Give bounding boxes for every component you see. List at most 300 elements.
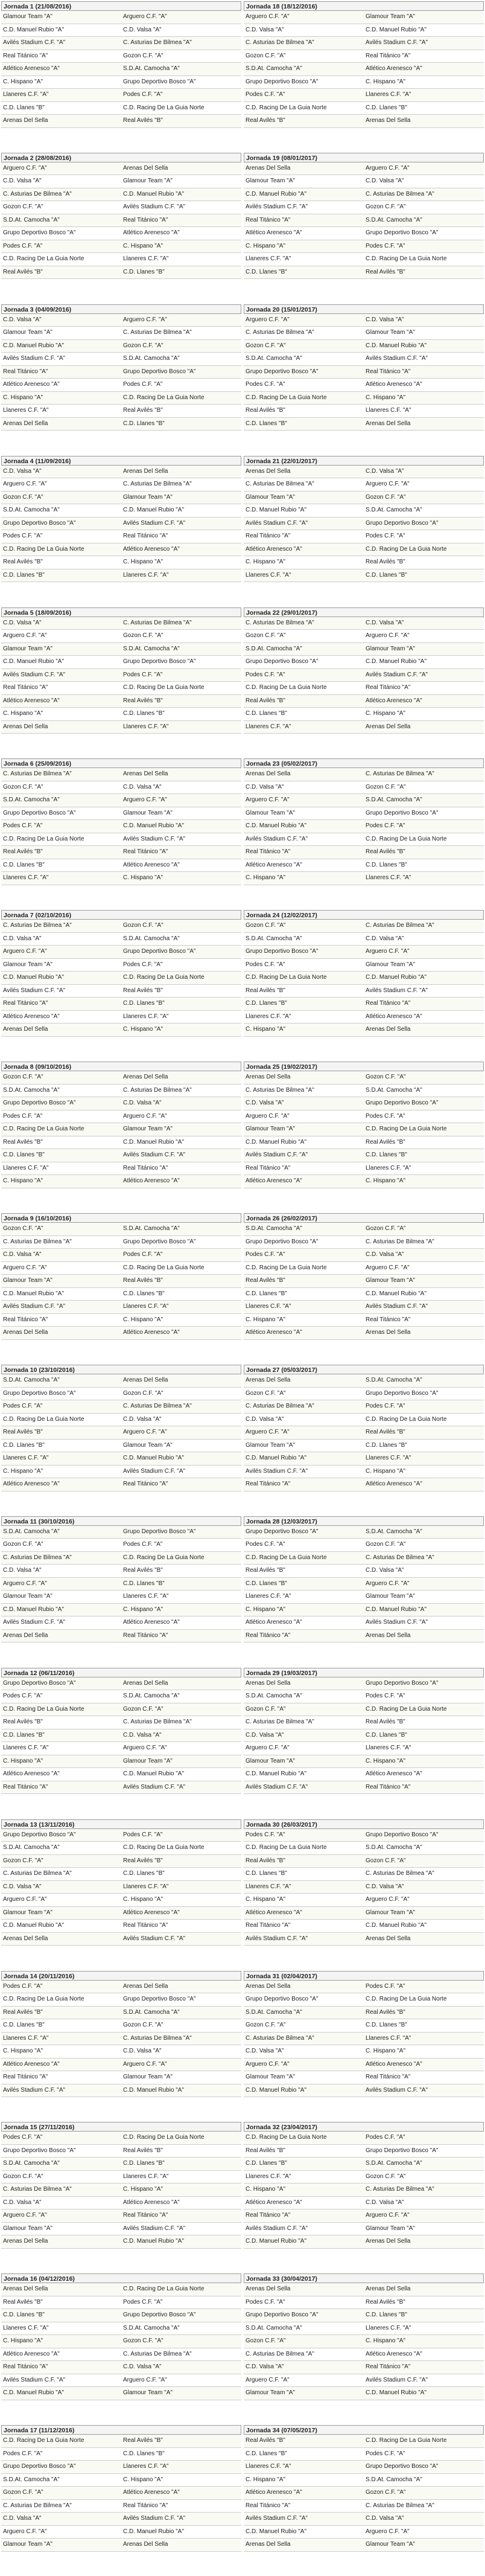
match-list — [244, 2132, 484, 2249]
match-row — [244, 794, 484, 807]
home-team: C. Hispano "A" — [246, 1026, 286, 1033]
away-team: Real Avilés "B" — [123, 1277, 163, 1284]
jornada-block — [242, 455, 485, 606]
home-team: Real Titánico "A" — [246, 533, 291, 540]
match-row — [244, 985, 484, 998]
match-row — [244, 1288, 484, 1301]
match-row — [244, 1881, 484, 1894]
match-list — [244, 1071, 484, 1188]
match-row — [1, 1703, 241, 1717]
away-team: Podes C.F. "A" — [366, 1982, 405, 1990]
home-team: Gozon C.F. "A" — [3, 2489, 43, 2496]
home-team: Podes C.F. "A" — [246, 961, 285, 968]
away-team: C. Asturias De Bilmea "A" — [123, 1403, 192, 1410]
match-row — [1, 24, 241, 37]
match-row — [1, 972, 241, 985]
jornada-block — [242, 1212, 485, 1363]
home-team: Grupo Deportivo Bosco "A" — [3, 229, 76, 237]
home-team: Llaneres C.F. "A" — [246, 571, 291, 578]
jornada-block — [0, 152, 242, 303]
match-row — [1, 630, 241, 643]
match-row — [244, 859, 484, 873]
match-row — [1, 820, 241, 833]
home-team: Real Titánico "A" — [3, 1783, 48, 1790]
away-team: C.D. Racing De La Guia Norte — [366, 545, 447, 553]
home-team: Arguero C.F. "A" — [3, 481, 47, 488]
away-team: C.D. Valsa "A" — [366, 1251, 404, 1258]
jornada-title: Jornada 8 (09/10/2016) — [1, 1062, 241, 1071]
match-row — [244, 2071, 484, 2084]
match-row — [1, 405, 241, 418]
home-team: Grupo Deportivo Bosco "A" — [3, 1679, 76, 1687]
home-team: S.D.At. Camocha "A" — [246, 355, 302, 362]
away-team: Avilés Stadium C.F. "A" — [366, 671, 428, 678]
match-row — [244, 1993, 484, 2007]
away-team: Real Avilés "B" — [123, 1857, 163, 1864]
home-team: Arguero C.F. "A" — [3, 2528, 47, 2535]
home-team: Llaneres C.F. "A" — [246, 1883, 291, 1890]
match-row — [1, 2209, 241, 2223]
match-row — [1, 1677, 241, 1691]
match-row — [244, 2158, 484, 2171]
home-team: Grupo Deportivo Bosco "A" — [3, 1100, 76, 1107]
match-row — [244, 418, 484, 431]
jornada-title: Jornada 27 (05/03/2017) — [244, 1365, 484, 1374]
home-team: C. Hispano "A" — [3, 1467, 43, 1475]
jornada-block — [242, 152, 485, 303]
away-team: Podes C.F. "A" — [123, 2298, 163, 2305]
away-team: C. Hispano "A" — [366, 710, 406, 717]
jornada-title: Jornada 17 (11/12/2016) — [1, 2425, 241, 2435]
away-team: S.D.At. Camocha "A" — [366, 2160, 422, 2167]
home-team: S.D.At. Camocha "A" — [3, 1377, 60, 1384]
jornada-title: Jornada 26 (26/02/2017) — [244, 1213, 484, 1223]
match-row — [244, 569, 484, 583]
away-team: Llaneres C.F. "A" — [123, 255, 169, 263]
away-team: Real Avilés "B" — [123, 2147, 163, 2154]
away-team: Podes C.F. "A" — [366, 1693, 405, 1700]
match-row — [244, 846, 484, 859]
home-team: C.D. Manuel Rubio "A" — [246, 2238, 307, 2245]
match-list — [1, 466, 241, 583]
home-team: C.D. Valsa "A" — [246, 2363, 284, 2371]
match-row — [244, 102, 484, 115]
away-team: C.D. Llanes "B" — [123, 1000, 165, 1007]
match-row — [1, 2296, 241, 2310]
jornada-title: Jornada 3 (04/09/2016) — [1, 304, 241, 314]
home-team: Arenas Del Sella — [246, 2541, 291, 2548]
home-team: Atlético Arenesco "A" — [3, 1481, 60, 1488]
home-team: C. Asturias De Bilmea "A" — [246, 1403, 314, 1410]
away-team: Arguero C.F. "A" — [366, 1580, 410, 1587]
match-row — [1, 1452, 241, 1466]
home-team: S.D.At. Camocha "A" — [3, 507, 60, 514]
home-team: Llaneres C.F. "A" — [246, 255, 291, 263]
match-row — [1, 314, 241, 327]
away-team: S.D.At. Camocha "A" — [123, 2324, 180, 2331]
jornada-block — [0, 455, 242, 606]
away-team: C.D. Manuel Rubio "A" — [123, 190, 185, 197]
home-team: Glamour Team "A" — [246, 1441, 295, 1449]
away-team: C. Hispano "A" — [123, 874, 163, 882]
away-team: C. Hispano "A" — [123, 1316, 163, 1323]
home-team: Arguero C.F. "A" — [246, 1112, 290, 1120]
match-row — [1, 1236, 241, 1249]
home-team: C. Hispano "A" — [3, 394, 43, 401]
home-team: Glamour Team "A" — [246, 178, 295, 185]
match-list — [244, 768, 484, 885]
away-team: Gozon C.F. "A" — [123, 2022, 163, 2029]
home-team: Real Avilés "B" — [246, 987, 285, 994]
away-team: C.D. Racing De La Guia Norte — [123, 394, 204, 401]
away-team: C. Hispano "A" — [366, 2048, 406, 2055]
match-row — [1, 1123, 241, 1136]
away-team: C. Hispano "A" — [366, 2337, 406, 2345]
away-team: Arguero C.F. "A" — [366, 1896, 410, 1903]
match-row — [1, 2513, 241, 2526]
match-row — [244, 2361, 484, 2374]
match-row — [1, 115, 241, 128]
match-row — [1, 1223, 241, 1236]
away-team: Podes C.F. "A" — [366, 1112, 405, 1120]
home-team: Podes C.F. "A" — [246, 2298, 285, 2305]
home-team: C.D. Racing De La Guia Norte — [3, 255, 84, 263]
away-team: C.D. Racing De La Guia Norte — [366, 1126, 447, 1133]
match-row — [1, 2019, 241, 2033]
home-team: Grupo Deportivo Bosco "A" — [3, 2463, 76, 2470]
away-team: Real Titánico "A" — [123, 2502, 168, 2509]
away-team: Arenas Del Sella — [123, 164, 168, 171]
away-team: S.D.At. Camocha "A" — [123, 1693, 180, 1700]
match-list — [1, 1223, 241, 1340]
away-team: Llaneres C.F. "A" — [123, 2173, 169, 2180]
away-team: S.D.At. Camocha "A" — [366, 2476, 422, 2483]
match-row — [1, 617, 241, 630]
match-row — [244, 920, 484, 933]
home-team: Arenas Del Sella — [3, 2286, 48, 2293]
away-team: C. Hispano "A" — [123, 2186, 163, 2193]
home-team: Llaneres C.F. "A" — [246, 1303, 291, 1310]
home-team: C.D. Valsa "A" — [246, 1731, 284, 1738]
away-team: Podes C.F. "A" — [123, 381, 163, 388]
match-row — [244, 768, 484, 781]
match-row — [244, 1085, 484, 1098]
away-team: C.D. Valsa "A" — [366, 2515, 404, 2522]
away-team: C.D. Valsa "A" — [366, 935, 404, 942]
home-team: Avilés Stadium C.F. "A" — [246, 2515, 308, 2522]
away-team: Real Titánico "A" — [366, 52, 411, 59]
match-row — [1, 379, 241, 392]
match-row — [1, 1466, 241, 1479]
match-list — [244, 466, 484, 583]
match-row — [1, 2348, 241, 2362]
match-row — [1, 920, 241, 933]
away-team: C.D. Manuel Rubio "A" — [366, 974, 427, 981]
home-team: C.D. Racing De La Guia Norte — [246, 2134, 327, 2141]
match-row — [244, 50, 484, 63]
home-team: C. Asturias De Bilmea "A" — [3, 771, 72, 778]
home-team: C.D. Llanes "B" — [3, 1731, 45, 1738]
away-team: Real Titánico "A" — [366, 1000, 411, 1007]
away-team: Avilés Stadium C.F. "A" — [123, 1467, 186, 1475]
home-team: C.D. Valsa "A" — [246, 783, 284, 790]
match-row — [1, 1110, 241, 1124]
away-team: Grupo Deportivo Bosco "A" — [366, 2147, 439, 2154]
match-row — [244, 1781, 484, 1795]
away-team: Glamour Team "A" — [123, 178, 173, 185]
away-team: Arenas Del Sella — [123, 1074, 168, 1081]
away-team: Atlético Arenesco "A" — [366, 1481, 422, 1488]
home-team: Gozon C.F. "A" — [3, 783, 43, 790]
home-team: C. Asturias De Bilmea "A" — [3, 1870, 72, 1877]
away-team: Llaneres C.F. "A" — [366, 2324, 411, 2331]
away-team: Arenas Del Sella — [366, 723, 411, 730]
away-team: Glamour Team "A" — [366, 329, 415, 336]
match-row — [244, 63, 484, 76]
jornada-title: Jornada 25 (19/02/2017) — [244, 1062, 484, 1071]
match-list — [244, 920, 484, 1037]
match-row — [1, 1742, 241, 1755]
home-team: Llaneres C.F. "A" — [246, 2173, 291, 2180]
match-row — [1, 1149, 241, 1162]
away-team: Grupo Deportivo Bosco "A" — [123, 1238, 196, 1245]
home-team: C.D. Racing De La Guia Norte — [246, 684, 327, 691]
match-list — [244, 1526, 484, 1643]
home-team: C. Hispano "A" — [246, 1896, 286, 1903]
home-team: C.D. Manuel Rubio "A" — [246, 1455, 307, 1462]
away-team: Atlético Arenesco "A" — [366, 65, 422, 72]
away-team: C.D. Racing De La Guia Norte — [123, 2134, 204, 2141]
away-team: C. Hispano "A" — [366, 1467, 406, 1475]
home-team: C.D. Llanes "B" — [3, 1441, 45, 1449]
home-team: Real Titánico "A" — [246, 1481, 291, 1488]
match-row — [244, 1314, 484, 1327]
away-team: Atlético Arenesco "A" — [366, 2060, 422, 2068]
jornada-title: Jornada 4 (11/09/2016) — [1, 456, 241, 466]
away-team: Avilés Stadium C.F. "A" — [366, 2376, 428, 2383]
away-team: Atlético Arenesco "A" — [366, 1013, 422, 1020]
away-team: Arguero C.F. "A" — [123, 1745, 167, 1752]
match-row — [244, 721, 484, 734]
away-team: C. Asturias De Bilmea "A" — [123, 481, 192, 488]
match-row — [244, 1842, 484, 1855]
home-team: C. Asturias De Bilmea "A" — [3, 1238, 72, 1245]
home-team: Llaneres C.F. "A" — [3, 407, 49, 414]
jornada-title: Jornada 32 (23/04/2017) — [244, 2122, 484, 2132]
away-team: C.D. Llanes "B" — [123, 710, 165, 717]
jornada-title: Jornada 15 (27/11/2016) — [1, 2122, 241, 2132]
home-team: C.D. Racing De La Guia Norte — [246, 1264, 327, 1271]
match-row — [244, 669, 484, 682]
away-team: C.D. Manuel Rubio "A" — [123, 1138, 185, 1145]
away-team: C.D. Llanes "B" — [123, 420, 165, 427]
home-team: C.D. Manuel Rubio "A" — [246, 1770, 307, 1778]
match-row — [1, 2474, 241, 2487]
home-team: C. Hispano "A" — [3, 1177, 43, 1185]
match-row — [1, 1894, 241, 1907]
home-team: Avilés Stadium C.F. "A" — [246, 1467, 308, 1475]
home-team: Grupo Deportivo Bosco "A" — [246, 368, 319, 375]
away-team: S.D.At. Camocha "A" — [123, 65, 180, 72]
match-row — [1, 50, 241, 63]
home-team: Glamour Team "A" — [3, 961, 52, 968]
match-row — [1, 162, 241, 176]
jornada-block — [0, 1363, 242, 1515]
away-team: Arguero C.F. "A" — [123, 2060, 167, 2068]
home-team: Gozon C.F. "A" — [246, 1705, 286, 1713]
match-row — [244, 1024, 484, 1037]
match-row — [244, 820, 484, 833]
match-list — [1, 920, 241, 1037]
away-team: Llaneres C.F. "A" — [366, 407, 411, 414]
away-team: Llaneres C.F. "A" — [366, 91, 411, 98]
away-team: Arguero C.F. "A" — [123, 1429, 167, 1436]
away-team: Llaneres C.F. "A" — [123, 723, 169, 730]
away-team: Real Avilés "B" — [123, 1567, 163, 1574]
home-team: C.D. Valsa "A" — [3, 178, 42, 185]
match-list — [244, 1829, 484, 1946]
away-team: S.D.At. Camocha "A" — [366, 1528, 422, 1535]
away-team: Glamour Team "A" — [123, 1757, 173, 1764]
away-team: Glamour Team "A" — [366, 2541, 415, 2548]
away-team: Avilés Stadium C.F. "A" — [366, 987, 428, 994]
match-row — [244, 1855, 484, 1868]
home-team: Podes C.F. "A" — [3, 1982, 43, 1990]
home-team: Glamour Team "A" — [3, 645, 52, 652]
home-team: C.D. Valsa "A" — [246, 2048, 284, 2055]
away-team: C.D. Llanes "B" — [123, 1870, 165, 1877]
match-list — [1, 768, 241, 885]
home-team: C. Asturias De Bilmea "A" — [246, 481, 314, 488]
away-team: Gozon C.F. "A" — [123, 342, 163, 349]
match-row — [244, 682, 484, 695]
jornada-title: Jornada 22 (29/01/2017) — [244, 607, 484, 617]
away-team: Arguero C.F. "A" — [123, 2376, 167, 2383]
away-team: S.D.At. Camocha "A" — [123, 935, 180, 942]
away-team: Podes C.F. "A" — [123, 671, 163, 678]
home-team: C.D. Llanes "B" — [246, 1290, 287, 1297]
match-row — [244, 1440, 484, 1453]
home-team: Real Avilés "B" — [246, 1857, 285, 1864]
home-team: S.D.At. Camocha "A" — [246, 935, 302, 942]
jornada-title: Jornada 2 (28/08/2016) — [1, 153, 241, 162]
match-row — [244, 643, 484, 656]
match-row — [1, 682, 241, 695]
match-row — [244, 2387, 484, 2400]
home-team: C. Asturias De Bilmea "A" — [246, 39, 314, 46]
match-row — [244, 2474, 484, 2487]
jornada-title: Jornada 31 (02/04/2017) — [244, 1971, 484, 1981]
home-team: S.D.At. Camocha "A" — [246, 1693, 302, 1700]
away-team: S.D.At. Camocha "A" — [366, 1086, 422, 1094]
match-row — [244, 1478, 484, 1491]
away-team: C.D. Manuel Rubio "A" — [366, 1606, 427, 1613]
away-team: Glamour Team "A" — [366, 961, 415, 968]
away-team: C. Asturias De Bilmea "A" — [123, 2034, 192, 2042]
match-row — [244, 2374, 484, 2388]
away-team: C. Hispano "A" — [123, 2476, 163, 2483]
away-team: Real Avilés "B" — [123, 987, 163, 994]
match-row — [1, 1136, 241, 1150]
home-team: Arenas Del Sella — [3, 1935, 48, 1942]
home-team: C.D. Llanes "B" — [3, 1152, 45, 1159]
away-team: Atlético Arenesco "A" — [366, 381, 422, 388]
away-team: S.D.At. Camocha "A" — [366, 1844, 422, 1851]
home-team: C.D. Manuel Rubio "A" — [3, 342, 65, 349]
away-team: S.D.At. Camocha "A" — [366, 507, 422, 514]
match-row — [1, 1768, 241, 1781]
home-team: C.D. Llanes "B" — [246, 268, 287, 275]
home-team: C.D. Manuel Rubio "A" — [246, 507, 307, 514]
match-row — [244, 2019, 484, 2033]
home-team: C.D. Llanes "B" — [3, 861, 45, 868]
home-team: C.D. Manuel Rubio "A" — [3, 2389, 65, 2397]
away-team: S.D.At. Camocha "A" — [123, 1225, 180, 1232]
match-row — [1, 2071, 241, 2084]
match-row — [244, 2513, 484, 2526]
home-team: Avilés Stadium C.F. "A" — [3, 1619, 66, 1626]
match-row — [244, 959, 484, 972]
match-row — [1, 1716, 241, 1729]
home-team: Podes C.F. "A" — [3, 2134, 43, 2141]
match-row — [244, 2283, 484, 2296]
home-team: Arguero C.F. "A" — [3, 948, 47, 955]
home-team: Avilés Stadium C.F. "A" — [3, 355, 66, 362]
match-row — [244, 2309, 484, 2322]
home-team: C.D. Llanes "B" — [3, 2312, 45, 2319]
home-team: Podes C.F. "A" — [246, 1541, 285, 1548]
home-team: Real Titánico "A" — [246, 216, 291, 223]
match-row — [1, 530, 241, 543]
match-row — [244, 1677, 484, 1691]
home-team: C. Hispano "A" — [3, 710, 43, 717]
home-team: S.D.At. Camocha "A" — [246, 645, 302, 652]
match-row — [244, 2209, 484, 2223]
away-team: Arenas Del Sella — [123, 1679, 168, 1687]
home-team: Real Titánico "A" — [246, 1922, 291, 1929]
home-team: Grupo Deportivo Bosco "A" — [3, 1389, 76, 1397]
home-team: C.D. Llanes "B" — [246, 710, 287, 717]
match-row — [1, 543, 241, 557]
away-team: Arguero C.F. "A" — [366, 164, 410, 171]
home-team: Atlético Arenesco "A" — [3, 381, 60, 388]
match-row — [1, 1552, 241, 1565]
match-row — [1, 1085, 241, 1098]
away-team: Podes C.F. "A" — [123, 91, 163, 98]
away-team: C. Hispano "A" — [123, 1606, 163, 1613]
away-team: C. Asturias De Bilmea "A" — [366, 1554, 434, 1561]
home-team: C.D. Valsa "A" — [3, 2199, 42, 2206]
match-row — [1, 1578, 241, 1591]
away-team: Llaneres C.F. "A" — [366, 1745, 411, 1752]
match-list — [1, 1981, 241, 2098]
jornada-block — [242, 1818, 485, 1970]
away-team: Podes C.F. "A" — [123, 961, 163, 968]
jornada-title: Jornada 13 (13/11/2016) — [1, 1819, 241, 1829]
away-team: C.D. Manuel Rubio "A" — [123, 507, 185, 514]
home-team: C.D. Valsa "A" — [246, 1100, 284, 1107]
away-team: Arguero C.F. "A" — [123, 1112, 167, 1120]
match-row — [244, 1729, 484, 1743]
away-team: Grupo Deportivo Bosco "A" — [366, 229, 439, 237]
away-team: C.D. Manuel Rubio "A" — [123, 2238, 185, 2245]
match-row — [1, 807, 241, 821]
jornada-title: Jornada 5 (18/09/2016) — [1, 607, 241, 617]
match-row — [1, 985, 241, 998]
match-row — [1, 2084, 241, 2098]
home-team: Avilés Stadium C.F. "A" — [246, 519, 308, 527]
home-team: Arenas Del Sella — [246, 1377, 291, 1384]
